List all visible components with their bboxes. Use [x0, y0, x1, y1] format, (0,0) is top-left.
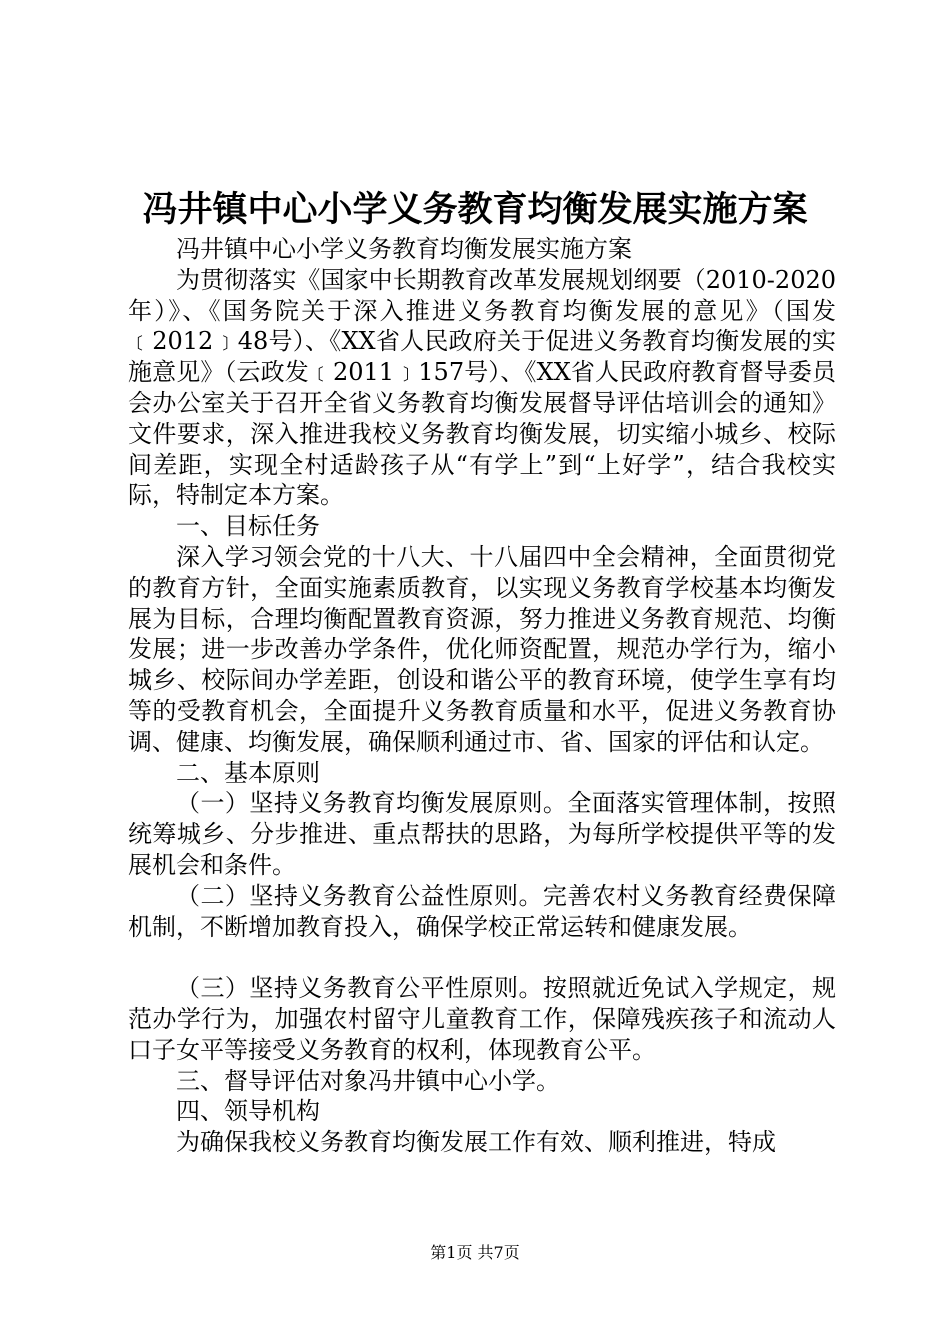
paragraph-intro: 为贯彻落实《国家中长期教育改革发展规划纲要（2010-2020年）》、《国务院关于深入推进义务教育均衡发展的意见》（国发﹝2012﹞48号）、《XX省人民政府关于促进义务教育均衡发展的实施意见》（云政发﹝2011﹞157号）、《XX省人民政府教育督导委员会办公室关于召开全省义务教育均衡发展督导评估培训会的通知》文件要求，深入推进我校义务教育均衡发展，切实缩小城乡、校际间差距，实现全村适龄孩子从“有学上”到“上好学”，结合我校实际，特制定本方案。: [128, 265, 836, 510]
paragraph-subtitle: 冯井镇中心小学义务教育均衡发展实施方案: [176, 235, 632, 263]
section-heading-goals: 一、目标任务: [176, 512, 320, 541]
paragraph-goals: 深入学习领会党的十八大、十八届四中全会精神，全面贯彻党的教育方针，全面实施素质教育，以实现义务教育学校基本均衡发展为目标，合理均衡配置教育资源，努力推进义务教育规范、均衡发展；进一步改善办学条件，优化师资配置，规范办学行为，缩小城乡、校际间办学差距，创设和谐公平的教育环境，使学生享有均等的受教育机会，全面提升义务教育质量和水平，促进义务教育协调、健康、均衡发展，确保顺利通过市、省、国家的评估和认定。: [128, 542, 836, 756]
page-footer: 第1页 共7页: [430, 1243, 520, 1262]
paragraph-principle-3: （三）坚持义务教育公平性原则。按照就近免试入学规定，规范办学行为，加强农村留守儿童教育工作，保障残疾孩子和流动人口子女平等接受义务教育的权利，体现教育公平。: [128, 974, 836, 1064]
section-heading-leadership: 四、领导机构: [176, 1097, 320, 1126]
paragraph-leadership: 为确保我校义务教育均衡发展工作有效、顺利推进，特成: [176, 1128, 776, 1157]
paragraph-principle-1: （一）坚持义务教育均衡发展原则。全面落实管理体制，按照统筹城乡、分步推进、重点帮扶的思路，为每所学校提供平等的发展机会和条件。: [128, 789, 836, 879]
paragraph-principle-2: （二）坚持义务教育公益性原则。完善农村义务教育经费保障机制，不断增加教育投入，确保学校正常运转和健康发展。: [128, 881, 836, 941]
document-body: [128, 234, 836, 1158]
document-title: 冯井镇中心小学义务教育均衡发展实施方案: [142, 189, 808, 230]
section-heading-principles: 二、基本原则: [176, 758, 320, 787]
section-heading-target: 三、督导评估对象冯井镇中心小学。: [176, 1066, 560, 1095]
